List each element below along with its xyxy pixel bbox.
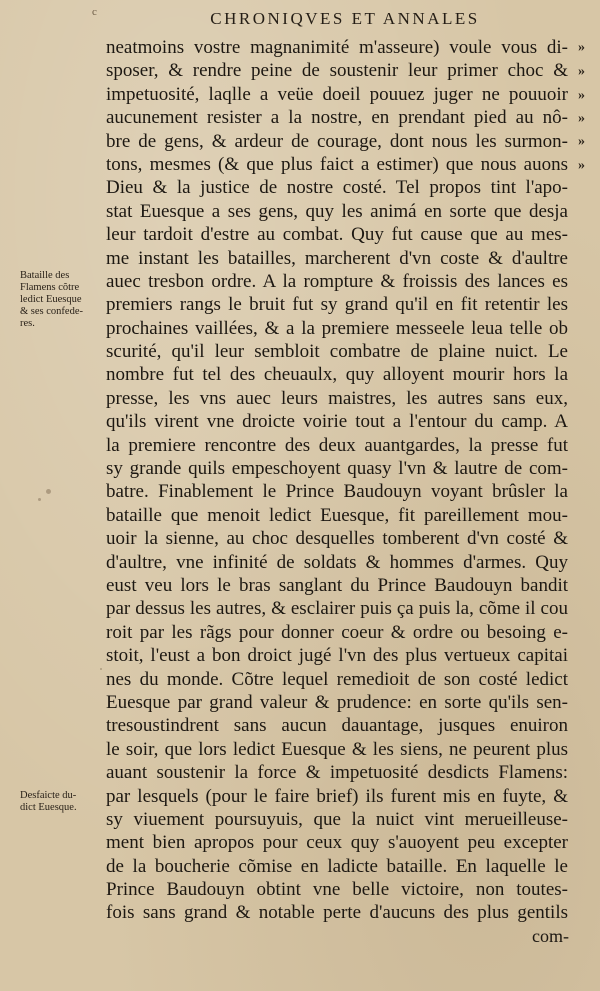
text-line: stat Euesque a ses gens, quy les animá en sorte que desja bbox=[106, 200, 568, 222]
margin-note-line: Bataille des bbox=[20, 270, 70, 281]
margin-note-line: Desfaicte du- bbox=[20, 790, 77, 801]
text-line: fois sans grand & notable perte d'aucuns des plus gentils bbox=[106, 902, 568, 924]
margin-note-line: Flamens cõtre bbox=[20, 282, 80, 293]
margin-note-line: dict Euesque. bbox=[20, 802, 77, 813]
text-line: tons, mesmes (& que plus faict a estimer) que nous auons bbox=[106, 153, 568, 175]
text-line: qu'ils virent vne droicte voirie tout a l'entour du camp. A bbox=[106, 411, 568, 433]
text-line: prochaines vaillées, & a la premiere messeele leua telle ob bbox=[106, 317, 568, 339]
catchword: com- bbox=[532, 926, 569, 946]
text-line: nombre fut tel des cheuaulx, quy alloyent mourir hors la bbox=[106, 364, 568, 386]
paper-spot bbox=[46, 489, 51, 494]
margin-note-line: res. bbox=[20, 318, 35, 329]
text-line: impetuosité, laqlle a veüe doeil pouuez juger ne pouuoir bbox=[106, 83, 568, 105]
text-line: stoit, l'eust a bon droict jugé l'vn des plus vertueux capitai bbox=[106, 645, 568, 667]
paper-spot bbox=[100, 668, 102, 670]
quotation-mark: » bbox=[578, 158, 585, 173]
text-line: sposer, & rendre peine de soustenir leur primer choc & bbox=[106, 60, 568, 82]
text-line: Prince Baudouyn obtint vne belle victoire, non toutes- bbox=[106, 879, 568, 901]
text-line: scurité, qu'il leur sembloit combatre de plaine nuict. Le bbox=[106, 341, 568, 363]
body-text bbox=[106, 36, 568, 925]
corner-mark: c bbox=[92, 6, 97, 18]
text-line: par dessus les autres, & esclairer puis ça puis la, cõme il cou bbox=[106, 598, 568, 620]
text-line: neatmoins vostre magnanimité m'asseure) voule vous di- bbox=[106, 37, 568, 58]
margin-note-line: & ses confede- bbox=[20, 306, 83, 317]
text-line: le soir, que lors ledict Euesque & les siens, ne peurent plus bbox=[106, 738, 568, 760]
margin-note-defeat bbox=[20, 790, 102, 814]
text-line: tresoustindrent sans aucun dauantage, jusques enuiron bbox=[106, 715, 568, 737]
quotation-mark: » bbox=[578, 88, 585, 103]
text-line: de la boucherie cõmise en ladicte bataille. En laquelle le bbox=[106, 855, 568, 877]
quotation-mark: » bbox=[578, 111, 585, 126]
text-line: sy grande quils empeschoyent quasy l'vn & lautre de com- bbox=[106, 458, 568, 480]
text-line: d'aultre, vne infinité de soldats & hommes d'armes. Quy bbox=[106, 551, 568, 573]
text-line: roit par les rãgs pour donner coeur & ordre ou besoing e- bbox=[106, 621, 568, 643]
text-line: presse, les vns auec leurs maistres, les autres sans eux, bbox=[106, 387, 568, 409]
text-line: sy viuement poursuyuis, que la nuict vint merueilleuse- bbox=[106, 808, 568, 830]
quotation-mark: » bbox=[578, 134, 585, 149]
text-line: uoir la sienne, au choc desquelles tomberent d'vn costé & bbox=[106, 528, 568, 550]
margin-note-line: ledict Euesque bbox=[20, 294, 82, 305]
text-line: leur tardoit d'estre au combat. Quy fut cause que au mes- bbox=[106, 224, 568, 246]
running-head: CHRONIQVES ET ANNALES bbox=[210, 9, 480, 28]
margin-note-battle bbox=[20, 270, 102, 330]
text-line: nes du monde. Cõtre lequel remedioit de son costé ledict bbox=[106, 668, 568, 690]
text-line: eust veu lors le bras sanglant du Prince Baudouyn bandit bbox=[106, 574, 568, 596]
text-line: auec tresbon ordre. A la rompture & froissis des lances es bbox=[106, 270, 568, 292]
quotation-mark: » bbox=[578, 64, 585, 79]
text-line: aucunement resister a la nostre, en prendant pied au nô- bbox=[106, 107, 568, 129]
text-line: bre de gens, & ardeur de courage, dont nous les surmon- bbox=[106, 130, 568, 152]
text-line: par lesquels (pour le faire brief) ils furent mis en fuyte, & bbox=[106, 785, 568, 807]
text-line: ment bien apropos pour ceux quy s'auoyent peu excepter bbox=[106, 832, 568, 854]
text-line: Dieu & la justice de nostre costé. Tel propos tint l'apo- bbox=[106, 177, 568, 199]
text-line: me instant les batailles, marcherent d'vn coste & d'aultre bbox=[106, 247, 568, 269]
text-line: auant soustenir la force & impetuosité desdicts Flamens: bbox=[106, 762, 568, 784]
quotation-mark: » bbox=[578, 40, 585, 55]
text-line: premiers rangs le bruit fut sy grand qu'il en fit retentir les bbox=[106, 294, 568, 316]
text-line: Euesque par grand valeur & prudence: en sorte qu'ils sen- bbox=[106, 691, 568, 713]
paper-spot bbox=[38, 498, 41, 501]
text-line: bataille que menoit ledict Euesque, fit pareillement mou- bbox=[106, 504, 568, 526]
text-line: la premiere rencontre des deux auantgardes, la presse fut bbox=[106, 434, 568, 456]
text-line: batre. Finablement le Prince Baudouyn voyant brûsler la bbox=[106, 481, 568, 503]
